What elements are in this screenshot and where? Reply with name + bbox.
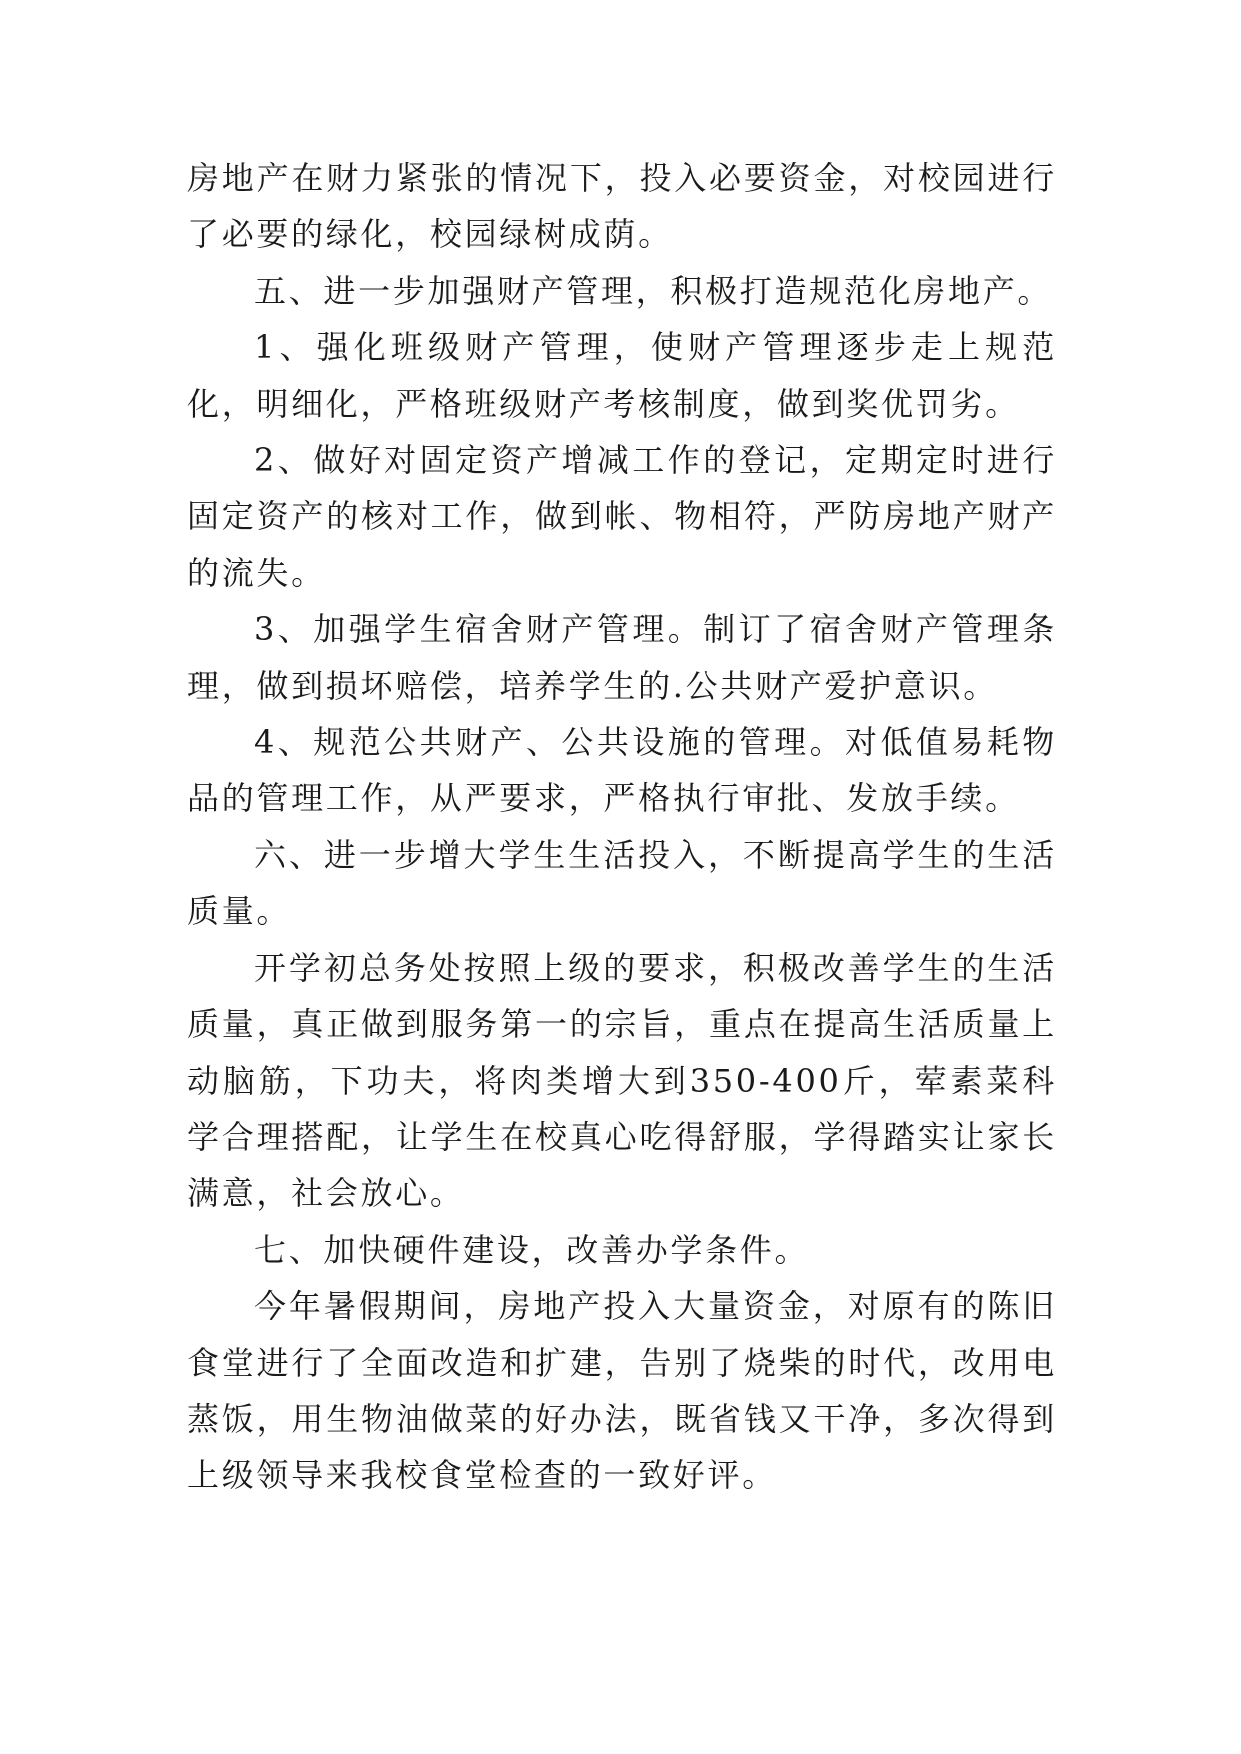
heading-hardware-construction: 七、加快硬件建设，改善办学条件。 xyxy=(254,1230,810,1269)
paragraph-canteen-renovation: 今年暑假期间，房地产投入大量资金，对原有的陈旧食堂进行了全面改造和扩建，告别了烧柴的时代，改用电蒸饭，用生物油做菜的好办法，既省钱又干净，多次得到上级领导来我校食堂检查的一致好评。 xyxy=(187,1287,1057,1495)
heading-student-life: 六、进一步增大学生生活投入，不断提高学生的生活质量。 xyxy=(187,835,1057,931)
paragraph-class-property: 1、强化班级财产管理，使财产管理逐步走上规范化，明细化，严格班级财产考核制度，做到奖优罚劣。 xyxy=(187,328,1057,423)
body-text xyxy=(187,150,1057,1504)
paragraph-life-quality: 开学初总务处按照上级的要求，积极改善学生的生活质量，真正做到服务第一的宗旨，重点在提高生活质量上动脑筋，下功夫，将肉类增大到350-400斤，荤素菜科学合理搭配，让学生在校真心吃得舒服，学得踏实让家长满意，社会放心。 xyxy=(187,948,1057,1213)
paragraph-public-facilities: 4、规范公共财产、公共设施的管理。对低值易耗物品的管理工作，从严要求，严格执行审批、发放手续。 xyxy=(187,723,1057,818)
paragraph-greening: 房地产在财力紧张的情况下，投入必要资金，对校园进行了必要的绿化，校园绿树成荫。 xyxy=(187,159,1057,254)
paragraph-dormitory-property: 3、加强学生宿舍财产管理。制订了宿舍财产管理条理，做到损坏赔偿，培养学生的.公共财产爱护意识。 xyxy=(187,610,1057,705)
paragraph-fixed-assets: 2、做好对固定资产增减工作的登记，定期定时进行固定资产的核对工作，做到帐、物相符，严防房地产财产的流失。 xyxy=(187,441,1057,592)
heading-property-management: 五、进一步加强财产管理，积极打造规范化房地产。 xyxy=(254,271,1053,310)
